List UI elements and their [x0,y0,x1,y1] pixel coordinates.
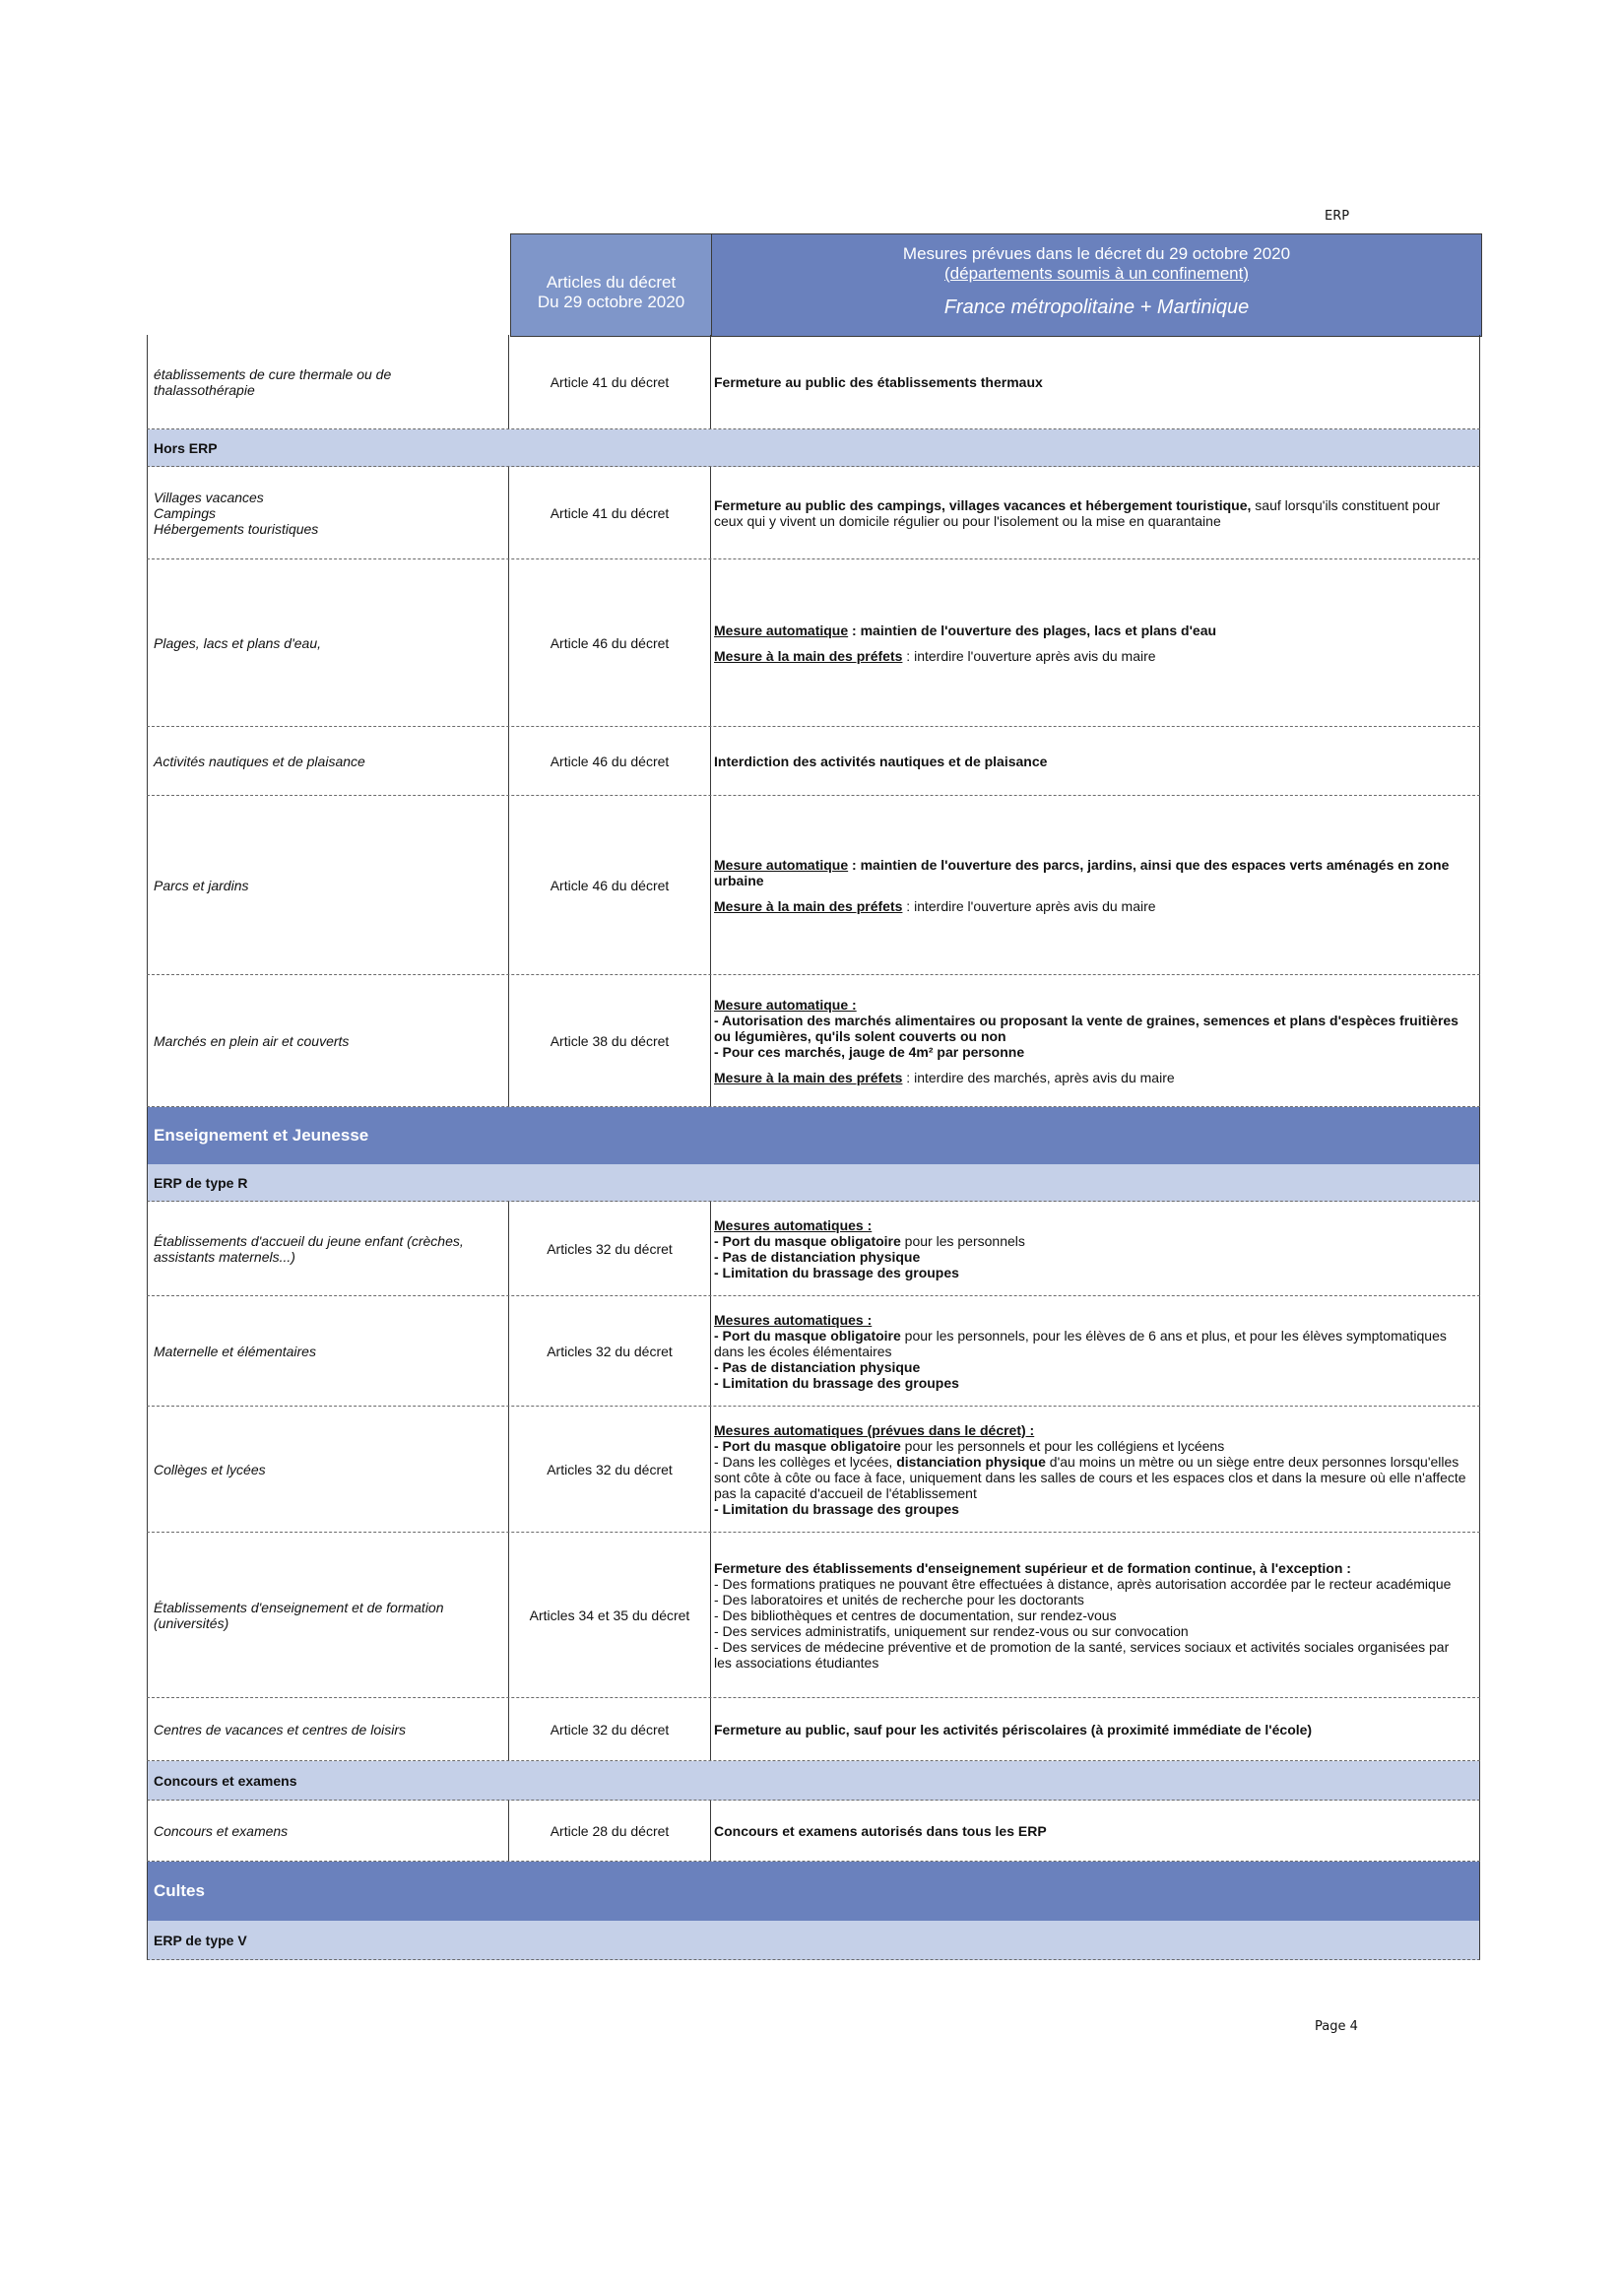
row-subject [147,727,509,795]
row-subject [147,1801,509,1861]
row-subject [147,1202,509,1295]
row-article: Article 46 du décret [509,559,711,726]
measure-bold: - Limitation du brassage des groupes [714,1500,959,1517]
subject-line: Villages vacances [154,489,264,505]
row-subject [147,1296,509,1406]
row-article: Article 38 du décret [509,975,711,1106]
row-article: Article 32 du décret [509,1698,711,1760]
measure-text: pour les personnels, pour les élèves de 6 ans et plus, et pour les élèves symptomatiques dans les écoles élémentaires [714,1327,1447,1359]
subject-line: Établissements d'enseignement et de formation [154,1599,444,1615]
subject-line: Maternelle et élémentaires [154,1343,316,1359]
measure-line [714,1623,1469,1639]
row-measures [711,1533,1480,1697]
measure-bold: Fermeture au public des établissements thermaux [714,373,1043,390]
row-article: Article 46 du décret [509,727,711,795]
measure-bold: : maintien de l'ouverture des plages, lacs et plans d'eau [848,622,1217,638]
measure-text: - Des services administratifs, uniquement sur rendez-vous ou sur convocation [714,1622,1189,1639]
measure-heading: Mesure à la main des préfets [714,897,903,914]
measure-line [714,1013,1469,1044]
header-articles-line2: Du 29 octobre 2020 [537,292,685,311]
measure-text: : interdire l'ouverture après avis du maire [902,647,1156,664]
measure-text: - Des laboratoires et unités de recherche pour les doctorants [714,1591,1084,1607]
row-article: Article 28 du décret [509,1801,711,1861]
table-row [147,1533,1480,1698]
row-article: Articles 34 et 35 du décret [509,1533,711,1697]
measure-text: pour les personnels [900,1232,1025,1249]
header-articles-line1: Articles du décret [546,272,677,292]
measure-line [714,1560,1469,1576]
measure-line [714,1722,1469,1738]
subject-line: Campings [154,504,217,521]
row-measures [711,1407,1480,1532]
table-row [147,467,1480,559]
row-subject [147,796,509,974]
measure-text: - Des services de médecine préventive et de promotion de la santé, services sociaux et activités sociales organisées par les associations étudiantes [714,1638,1450,1671]
row-subject-text [154,754,365,769]
measures-table [147,335,1480,1960]
row-article: Articles 32 du décret [509,1202,711,1295]
measure-line [714,1592,1469,1607]
row-article: Article 41 du décret [509,335,711,428]
subject-line: Marchés en plein air et couverts [154,1032,350,1049]
row-subject [147,467,509,558]
header-articles [511,234,712,336]
measure-line [714,1044,1469,1060]
measure-line [714,1233,1469,1249]
row-subject-text [154,1462,266,1477]
measure-heading: Mesure à la main des préfets [714,647,903,664]
measure-text: - Dans les collèges et lycées, [714,1453,897,1470]
measure-line [714,754,1469,769]
row-subject-text [154,366,391,398]
section-header: Hors ERP [147,429,1480,467]
section-header: ERP de type V [147,1921,1480,1960]
measure-heading: Mesures automatiques : [714,1216,873,1233]
row-measures [711,559,1480,726]
measure-bold: - Port du masque obligatoire [714,1327,901,1344]
row-subject [147,975,509,1106]
measure-bold: - Autorisation des marchés alimentaires ou proposant la vente de graines, semences et plans d'espèces fruitières ou légumières, qu'ils solent couverts ou non [714,1012,1459,1044]
section-header: Enseignement et Jeunesse [147,1107,1480,1164]
measure-bold: - Pas de distanciation physique [714,1248,921,1265]
measure-bold: - Limitation du brassage des groupes [714,1374,959,1391]
header-mesures-line1: Mesures prévues dans le décret du 29 octobre 2020 [902,244,1291,263]
subject-line: assistants maternels...) [154,1248,295,1265]
row-subject-text [154,1600,444,1631]
measure-text: - Des bibliothèques et centres de documentation, sur rendez-vous [714,1607,1117,1623]
measure-line [714,1249,1469,1265]
row-subject [147,1533,509,1697]
measure-line [714,1422,1469,1438]
subject-line: Établissements d'accueil du jeune enfant (crèches, [154,1232,464,1249]
measure-line [714,1312,1469,1328]
measure-bold: Concours et examens autorisés dans tous les ERP [714,1822,1047,1839]
table-row [147,1296,1480,1407]
measure-text: : interdire des marchés, après avis du maire [902,1069,1175,1085]
measure-heading: Mesure automatique [714,622,849,638]
row-subject [147,1407,509,1532]
measure-line [714,857,1469,888]
measure-heading: Mesure automatique [714,856,849,873]
row-subject-text [154,1823,288,1839]
page-number: Page 4 [1315,2019,1358,2034]
row-subject-text [154,1722,406,1738]
row-subject [147,1698,509,1760]
measure-bold: - Port du masque obligatoire [714,1232,901,1249]
measure-line [714,648,1469,664]
measure-heading: Mesures automatiques (prévues dans le décret) : [714,1421,1035,1438]
header-mesures [712,234,1481,336]
subject-line: Centres de vacances et centres de loisirs [154,1721,407,1738]
table-row [147,1407,1480,1533]
row-measures [711,467,1480,558]
measure-line [714,1359,1469,1375]
measure-bold: Interdiction des activités nautiques et de plaisance [714,753,1048,769]
section-header: Concours et examens [147,1761,1480,1801]
section-header: ERP de type R [147,1164,1480,1202]
measure-text: d'au moins un mètre ou un siège entre deux personnes lorsqu'elles sont côte à côte ou face à face, uniquement dans les salles de cours et les espaces clos et dans la mesure où elle n'affecte pas la capacité d'accueil de l'établissement [714,1453,1466,1501]
measure-bold: Fermeture au public, sauf pour les activités périscolaires (à proximité immédiate de l'école) [714,1721,1313,1738]
measure-bold: - Pour ces marchés, jauge de 4m² par personne [714,1043,1025,1060]
measure-line [714,1328,1469,1359]
measure-bold: - Port du masque obligatoire [714,1437,901,1454]
measure-bold: Fermeture des établissements d'enseignement supérieur et de formation continue, à l'exception : [714,1559,1351,1576]
subject-line: thalassothérapie [154,381,255,398]
row-measures [711,796,1480,974]
subject-line: Activités nautiques et de plaisance [154,753,365,769]
measure-bold: : maintien de l'ouverture des parcs, jardins, ainsi que des espaces verts aménagés en zone urbaine [714,856,1450,888]
measure-text: pour les personnels et pour les collégiens et lycéens [900,1437,1225,1454]
measure-line [714,1438,1469,1454]
table-row [147,975,1480,1107]
measure-heading: Mesures automatiques : [714,1311,873,1328]
measure-line [714,1576,1469,1592]
measure-line [714,497,1469,529]
measure-bold: distanciation physique [896,1453,1046,1470]
measure-text: - Des formations pratiques ne pouvant être effectuées à distance, après autorisation accordée par le recteur académique [714,1575,1452,1592]
subject-line: Parcs et jardins [154,877,249,893]
row-article: Article 41 du décret [509,467,711,558]
measure-heading: Mesure à la main des préfets [714,1069,903,1085]
measure-line [714,1607,1469,1623]
measure-line [714,1070,1469,1085]
row-article: Article 46 du décret [509,796,711,974]
table-row [147,1698,1480,1761]
measure-line [714,1823,1469,1839]
row-measures [711,975,1480,1106]
measure-heading: Mesure automatique : [714,996,857,1013]
measure-line [714,374,1469,390]
row-subject [147,559,509,726]
header-mesures-line2: (départements soumis à un confinement) [944,264,1249,283]
measure-text: : interdire l'ouverture après avis du maire [902,897,1156,914]
table-row [147,796,1480,975]
row-subject-text [154,1033,349,1049]
row-article: Articles 32 du décret [509,1407,711,1532]
measure-line [714,623,1469,638]
subject-line: Concours et examens [154,1822,289,1839]
row-subject [147,335,509,428]
measure-line [714,1375,1469,1391]
table-row [147,1202,1480,1296]
row-measures [711,335,1480,428]
subject-line: Plages, lacs et plans d'eau, [154,634,322,651]
measure-bold: Fermeture au public des campings, villages vacances et hébergement touristique, [714,496,1252,513]
row-measures [711,1801,1480,1861]
row-subject-text [154,635,321,651]
measure-line [714,1265,1469,1280]
measure-line [714,898,1469,914]
page-header-label: ERP [1325,209,1350,224]
table-row [147,335,1480,429]
row-measures [711,1296,1480,1406]
subject-line: Collèges et lycées [154,1461,266,1477]
measure-text: sauf lorsqu'ils constituent pour ceux qui y vivent un domicile régulier ou pour l'isolement ou la mise en quarantaine [714,496,1441,529]
measure-bold: - Limitation du brassage des groupes [714,1264,959,1280]
row-subject-text [154,1233,464,1265]
row-subject-text [154,878,248,893]
table-header [510,233,1482,337]
measure-line [714,1454,1469,1501]
row-subject-text [154,490,318,537]
measure-line [714,1639,1469,1671]
row-subject-text [154,1344,316,1359]
measure-line [714,1501,1469,1517]
subject-line: Hébergements touristiques [154,520,319,537]
header-mesures-line3: France métropolitaine + Martinique [943,296,1250,318]
row-measures [711,1698,1480,1760]
subject-line: (universités) [154,1614,229,1631]
measure-line [714,997,1469,1013]
row-article: Articles 32 du décret [509,1296,711,1406]
row-measures [711,727,1480,795]
table-row [147,1801,1480,1862]
row-measures [711,1202,1480,1295]
section-header: Cultes [147,1862,1480,1921]
table-row [147,559,1480,727]
measure-bold: - Pas de distanciation physique [714,1358,921,1375]
subject-line: établissements de cure thermale ou de [154,365,392,382]
measure-line [714,1217,1469,1233]
table-row [147,727,1480,796]
